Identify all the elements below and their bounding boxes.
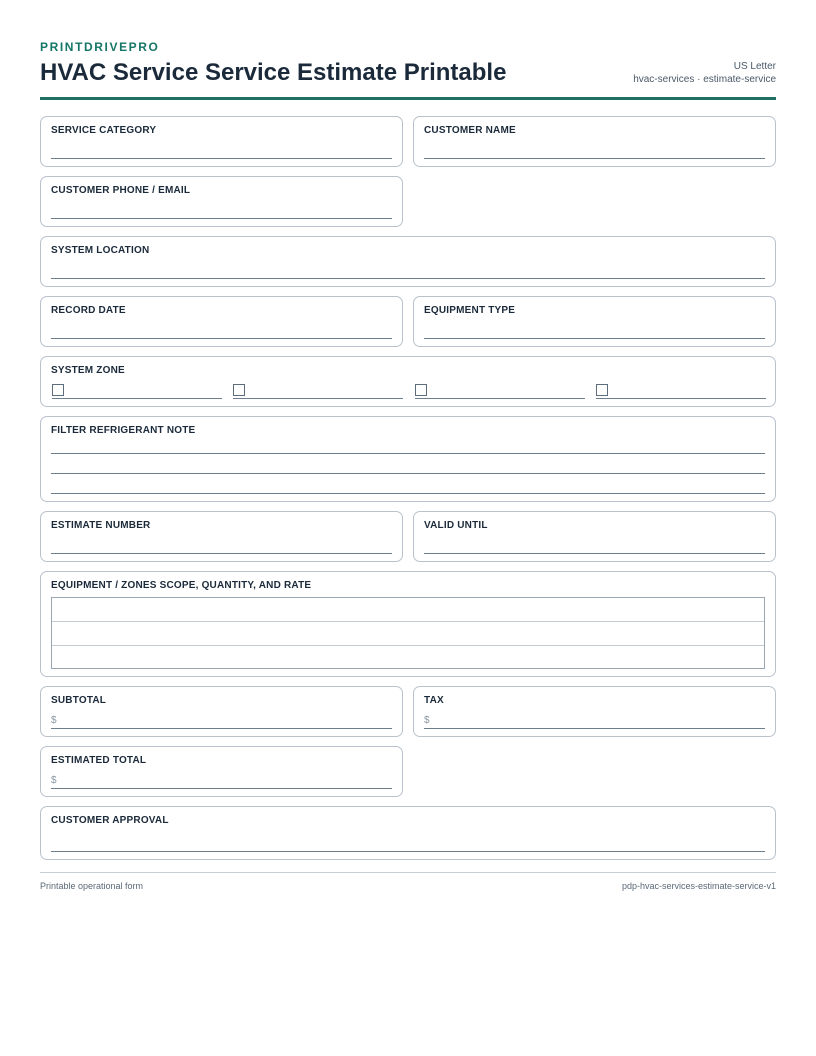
filter-note-line-1[interactable] xyxy=(51,453,765,454)
estimated-total-currency: $ xyxy=(51,775,57,786)
scope-table-row-divider-1 xyxy=(52,621,764,622)
valid-until-line[interactable] xyxy=(424,553,765,554)
footer-form-id: pdp-hvac-services-estimate-service-v1 xyxy=(621,881,776,891)
equipment-type-label: EQUIPMENT TYPE xyxy=(424,305,516,316)
filter-note-field[interactable] xyxy=(40,416,776,502)
valid-until-field[interactable] xyxy=(413,511,776,562)
equipment-type-line[interactable] xyxy=(424,338,765,339)
header-rule xyxy=(40,97,776,100)
system-location-field[interactable] xyxy=(40,236,776,287)
estimated-total-label: ESTIMATED TOTAL xyxy=(51,755,147,766)
equipment-type-field[interactable] xyxy=(413,296,776,347)
scope-table[interactable] xyxy=(51,597,765,669)
form-meta xyxy=(633,60,776,86)
customer-name-line[interactable] xyxy=(424,158,765,159)
customer-contact-line[interactable] xyxy=(51,218,392,219)
paper-size: US Letter xyxy=(733,61,776,72)
customer-name-label: CUSTOMER NAME xyxy=(424,125,516,136)
customer-contact-field[interactable] xyxy=(40,176,403,227)
zone-checkbox-1[interactable] xyxy=(52,384,64,396)
estimate-number-field[interactable] xyxy=(40,511,403,562)
zone-line-3[interactable] xyxy=(415,398,585,399)
service-category-line[interactable] xyxy=(51,158,392,159)
filter-note-label: FILTER REFRIGERANT NOTE xyxy=(51,425,196,436)
customer-approval-label: CUSTOMER APPROVAL xyxy=(51,815,169,826)
zone-line-2[interactable] xyxy=(233,398,403,399)
subtotal-line[interactable] xyxy=(51,728,392,729)
footer-left-text: Printable operational form xyxy=(40,881,144,891)
tax-currency: $ xyxy=(424,715,430,726)
footer-rule xyxy=(40,872,776,873)
category-path: hvac-services · estimate-service xyxy=(633,74,776,85)
estimated-total-field[interactable] xyxy=(40,746,403,797)
estimated-total-line[interactable] xyxy=(51,788,392,789)
system-location-label: SYSTEM LOCATION xyxy=(51,245,150,256)
scope-table-row-divider-2 xyxy=(52,645,764,646)
zone-checkbox-4[interactable] xyxy=(596,384,608,396)
tax-label: TAX xyxy=(424,695,444,706)
zone-checkbox-3[interactable] xyxy=(415,384,427,396)
zone-checkbox-2[interactable] xyxy=(233,384,245,396)
system-zone-field xyxy=(40,356,776,407)
scope-table-label: EQUIPMENT / ZONES SCOPE, QUANTITY, AND RATE xyxy=(51,580,312,591)
tax-field[interactable] xyxy=(413,686,776,737)
brand-name: PRINTDRIVEPRO xyxy=(40,40,160,54)
filter-note-line-2[interactable] xyxy=(51,473,765,474)
customer-contact-label: CUSTOMER PHONE / EMAIL xyxy=(51,185,191,196)
estimate-number-line[interactable] xyxy=(51,553,392,554)
customer-approval-line[interactable] xyxy=(51,851,765,852)
filter-note-line-3[interactable] xyxy=(51,493,765,494)
tax-line[interactable] xyxy=(424,728,765,729)
service-category-label: SERVICE CATEGORY xyxy=(51,125,157,136)
estimate-number-label: ESTIMATE NUMBER xyxy=(51,520,151,531)
customer-name-field[interactable] xyxy=(413,116,776,167)
record-date-label: RECORD DATE xyxy=(51,305,126,316)
service-category-field[interactable] xyxy=(40,116,403,167)
system-zone-label: SYSTEM ZONE xyxy=(51,365,125,376)
valid-until-label: VALID UNTIL xyxy=(424,520,488,531)
page-title: HVAC Service Service Estimate Printable xyxy=(40,59,507,86)
zone-line-4[interactable] xyxy=(596,398,766,399)
zone-line-1[interactable] xyxy=(52,398,222,399)
scope-table-field xyxy=(40,571,776,677)
record-date-field[interactable] xyxy=(40,296,403,347)
subtotal-currency: $ xyxy=(51,715,57,726)
customer-approval-field[interactable] xyxy=(40,806,776,860)
system-location-line[interactable] xyxy=(51,278,765,279)
subtotal-field[interactable] xyxy=(40,686,403,737)
form-header xyxy=(40,40,776,100)
subtotal-label: SUBTOTAL xyxy=(51,695,107,706)
record-date-line[interactable] xyxy=(51,338,392,339)
